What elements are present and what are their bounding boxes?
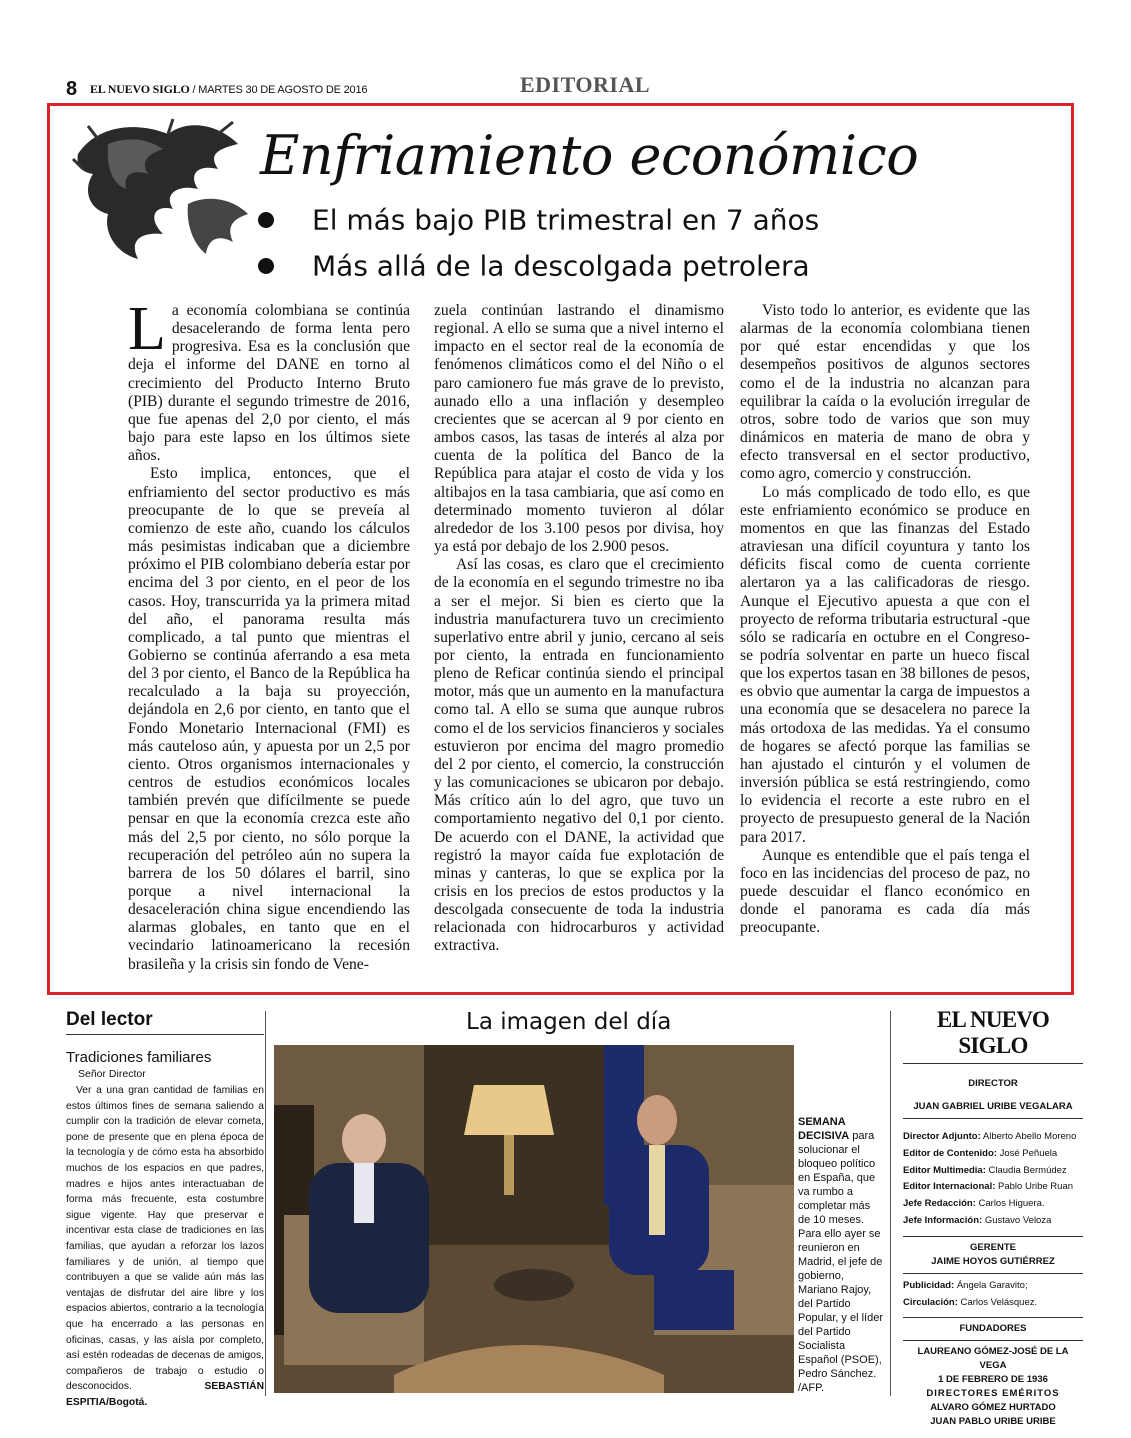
bullet-icon xyxy=(258,212,274,228)
emeritus-name-1: ALVARO GÓMEZ HURTADO xyxy=(930,1402,1056,1414)
masthead xyxy=(903,1007,1083,1429)
manager-name: JAIME HOYOS GUTIÉRREZ xyxy=(931,1255,1055,1267)
emeritus-name-2: JUAN PABLO URIBE URIBE xyxy=(930,1416,1056,1428)
commercial-list xyxy=(903,1278,1083,1319)
subhead-1: El más bajo PIB trimestral en 7 años xyxy=(258,202,819,237)
founders-details xyxy=(903,1341,1083,1429)
founders-label: FUNDADORES xyxy=(959,1323,1027,1335)
staff-item: Circulación: Carlos Velásquez. xyxy=(903,1296,1038,1308)
staff-item: Publicidad: Ángela Garavito; xyxy=(903,1279,1028,1291)
page-header xyxy=(52,72,1082,102)
staff-item: Jefe Redacción: Carlos Higuera. xyxy=(903,1198,1045,1210)
column-divider xyxy=(890,1011,891,1396)
letter-body: Ver a una gran cantidad de familias en estos últimos fines de semana saliendo a cumplir con la tradición de elevar cometa, pone de presente que en plena época de la tecnología y de cómo esta ha absorbido muchos de los espacios en que padres, madres e hijos antes interactuaban de forma más frecuente, esta costumbre sigue vigente. Hay que preservar e incentivar esta clase de tradiciones en las familias, que ayudan a reforzar los lazos familiares y de unión, al tiempo que contribuyen a que se valide aún más las ventajas de disfrutar del aire libre y los espacios abiertos, contrario a la tecnología que ha encerrado a las personas en oficinas, casas, y las aísla por completo, así estén rodeadas de decenas de amigos, compañeros de trabajo o estudio o desconocidos. SEBASTIÁN ESPITIA/Bogotá. xyxy=(66,1085,264,1408)
founders-names: LAUREANO GÓMEZ-JOSÉ DE LA VEGA xyxy=(917,1346,1069,1372)
image-of-day-title: La imagen del día xyxy=(466,1009,672,1035)
letters-column xyxy=(66,1003,264,1410)
publication-date: / MARTES 30 DE AGOSTO DE 2016 xyxy=(192,84,368,96)
founders-block xyxy=(903,1318,1083,1341)
letter-signature: SEBASTIÁN ESPITIA/Bogotá. xyxy=(66,1381,264,1408)
section-title: EDITORIAL xyxy=(520,72,651,97)
manager-label: GERENTE xyxy=(970,1241,1016,1253)
paragraph: Así las cosas, es claro que el crecimiento de la economía en el segundo trimestre no iba a ser el mejor. Si bien es cierto que la industria manufacturera tuvo un crecimiento superlativo entre abril y junio, cercano al seis por ciento, la entrada en funcionamiento pleno de Reficar continúa siendo el principal motor, más que un aumento en la manufactura como tal. A ello se suma que aunque rubros como el de los servicios financieros y sociales estuvieron por encima del magro promedio del 2 por ciento, el comercio, la construcción y las comunicaciones se ubicaron por debajo. Más crítico aún lo del agro, que tuvo un comportamiento negativo del 0,1 por ciento. De acuerdo con el DANE, la actividad que registró la mayor caída fue explotación de minas y canteras, lo que se explica por la crisis en los precios de estos productos y la descolgada consecuente de toda la industria relacionada con hidrocarburos y actividad extractiva. xyxy=(434,556,724,955)
director-name: JUAN GABRIEL URIBE VEGALARA xyxy=(903,1101,1083,1119)
editorial-column-1 xyxy=(128,295,410,974)
staff-list xyxy=(903,1129,1083,1237)
paragraph: Visto todo lo anterior, es evidente que las alarmas de la economía colombiana tienen por qué estar encendidas y que los desempeños positivos de algunos sectores como el de la industria no alcanzan para equilibrar la caída o la evolución irregular de otros, sobre todo de varios que son muy dinámicos en materia de mano de obra y efecto transversal en el sector productivo, como agro, comercio y construcción. xyxy=(740,302,1030,483)
emeritus-label: DIRECTORES EMÉRITOS xyxy=(926,1388,1060,1400)
manager-block xyxy=(903,1237,1083,1274)
caption-lead: SEMANA DECISIVA xyxy=(798,1116,850,1142)
paragraph: Lo más complicado de todo ello, es que este enfriamiento económico se produce en momentos en que las finanzas del Estado atraviesan una difícil coyuntura y tanto los déficits fiscal como de cuenta corriente alertaron ya a las calificadoras de riesgo. Aunque el Ejecutivo apuesta a que con el proyecto de reforma tributaria estructural -que sólo se radicaría en octubre en el Congreso- se podría solventar en parte un hueco fiscal que los expertos tasan en 38 billones de pesos, es obvio que aumentar la carga de impuestos a una economía que se desacelera no parece la más ortodoxa de las medidas. Ya el consumo de hogares se afectó porque las familias se han ajustado el cinturón y el volumen de inversión pública se está restringiendo, como lo evidencia el recorte a este rubro en el proyecto de presupuesto general de la Nación para 2017. xyxy=(740,483,1030,846)
staff-item: Jefe Información: Gustavo Veloza xyxy=(903,1214,1052,1226)
staff-item: Editor de Contenido: José Peñuela xyxy=(903,1147,1058,1159)
staff-item: Director Adjunto: Alberto Abello Moreno xyxy=(903,1131,1077,1142)
staff-item: Editor Multimedia: Claudia Bermúdez xyxy=(903,1164,1067,1176)
masthead-logo: EL NUEVO SIGLO xyxy=(903,1007,1083,1064)
bullet-icon xyxy=(258,258,274,274)
paragraph: zuela continúan lastrando el dinamismo regional. A ello se suma que a nivel interno el impacto en el sector real de la economía de fenómenos climáticos como el del Niño o el paro camionero fue más grave de lo previsto, aunado ello a una inflación y desempleo crecientes que se acercan al 9 por ciento en ambos casos, las tasas de interés al alza por cuenta de la política del Banco de la República para atajar el costo de vida y los altibajos en la tasa cambiaria, que así como en determinado momento tuvieron al dólar alrededor de los 3.100 pesos por divisa, hoy ya está por debajo de los 2.900 pesos. xyxy=(434,302,724,556)
subhead-2: Más allá de la descolgada petrolera xyxy=(258,248,810,283)
news-photo xyxy=(274,1045,794,1393)
staff-item: Editor Internacional: Pablo Uribe Ruan xyxy=(903,1181,1074,1193)
publication-name: EL NUEVO SIGLO xyxy=(90,82,190,96)
paragraph: Esto implica, entonces, que el enfriamiento del sector productivo es más preocupante de lo que se preveía al comienzo de este año, cuando los cálculos más pesimistas indicaban que a diciembre próximo el PIB colombiano debería estar por encima del 3 por ciento, en el peor de los casos. Hoy, transcurrida ya la primera mitad del año, el panorama resulta más complicado, a tal punto que mientras el Gobierno se continúa aferrando a esa meta del 3 por ciento, el Banco de la República ha recalculado a la baja su proyección, dejándola en 2,6 por ciento, en tanto que el Fondo Monetario Internacional (FMI) es más cauteloso aún, y apuesta por un 2,5 por ciento. Otros organismos internacionales y centros de estudios económicos locales también prevén que difícilmente se puede pensar en que la economía crezca este año más del 2,5 por ciento, no sólo porque la recuperación del petróleo aún no supera la barrera de los 50 dólares el barril, sino porque a nivel internacional la desaceleración china sigue encendiendo las alarmas globales, en tanto que en el vecindario latinoamericano la recesión brasileña y la crisis sin fondo de Vene- xyxy=(128,465,410,973)
letters-section-title: Del lector xyxy=(66,1009,264,1035)
bottom-section xyxy=(0,1003,1131,1428)
column-divider xyxy=(265,1011,266,1396)
editorial-column-2 xyxy=(434,302,724,956)
dropcap: L xyxy=(128,295,166,363)
letter-salutation: Señor Director xyxy=(78,1068,146,1080)
photo-caption: SEMANA DECISIVA para solucionar el bloqueo político en España, que va rumbo a completar más de 10 meses. Para ello ayer se reunieron en Madrid, el jefe de gobierno, Mariano Rajoy, del Partido Popular, y el líder del Partido Socialista Español (PSOE), Pedro Sánchez. /AFP. xyxy=(798,1116,883,1394)
editorial-headline: Enfriamiento económico xyxy=(260,124,919,187)
paragraph: Aunque es entendible que el país tenga el foco en las incidencias del proceso de paz, no puede descuidar el flanco económico en donde el panorama es cada día más preocupante. xyxy=(740,846,1030,937)
publication-line xyxy=(90,82,367,97)
director-label: DIRECTOR xyxy=(968,1078,1018,1089)
editorial-frame xyxy=(47,103,1074,995)
photo-credit: /AFP. xyxy=(798,1382,825,1394)
founders-date: 1 DE FEBRERO DE 1936 xyxy=(938,1374,1048,1386)
horse-sculpture-image xyxy=(68,114,268,274)
editorial-column-3 xyxy=(740,302,1030,937)
paragraph: La economía colombiana se continúa desacelerando de forma lenta pero progresiva. Esa es la conclusión que deja el informe del DANE en torno al crecimiento del Producto Interno Bruto (PIB) durante el segundo trimestre de 2016, que fue apenas del 2,0 por ciento, el más bajo para este lapso en los últimos siete años. xyxy=(128,295,410,465)
page-number: 8 xyxy=(66,78,78,100)
letter-title: Tradiciones familiares xyxy=(66,1049,212,1066)
